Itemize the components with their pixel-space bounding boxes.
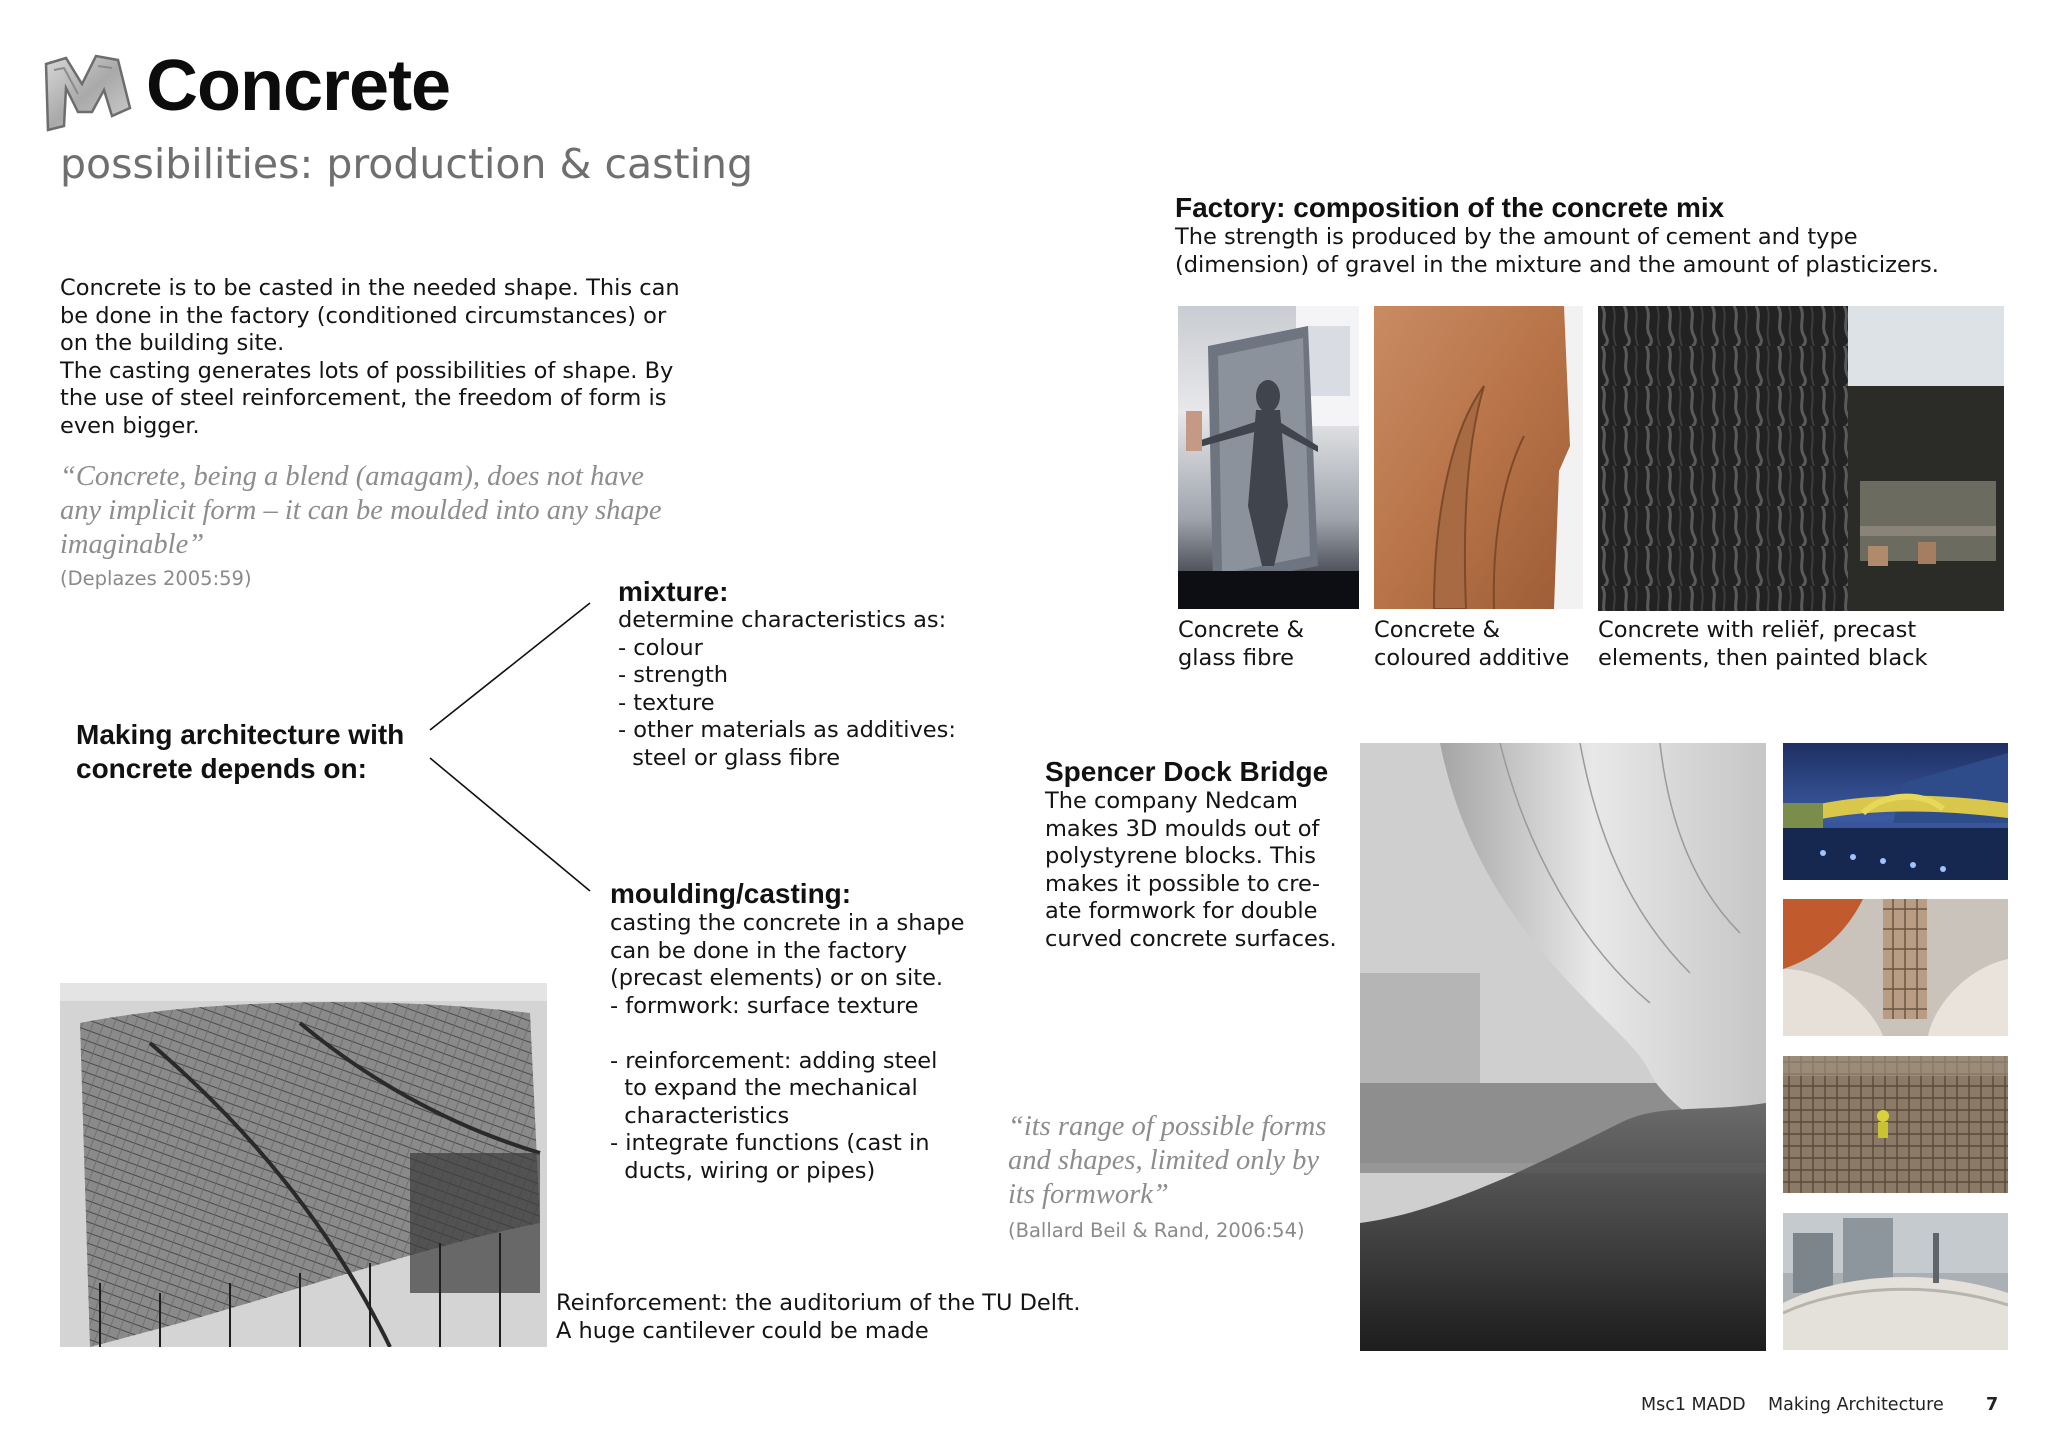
moulding-list: casting the concrete in a shape can be done in the factory (precast elements) or on site. - formwork: surface texture - reinforcement: adding steel to expand the mechanical characteristics - integrate functions (cast in ducts, wiring or pipes) [610,910,965,1184]
diagram-root-label: Making architecture with concrete depends on: [76,719,405,784]
spencer-text: The company Nedcam makes 3D moulds out of polystyrene blocks. This makes it possible to cre- ate formwork for double curved concrete surfaces. [1045,788,1337,952]
reinforcement-caption: Reinforcement: the auditorium of the TU Delft. A huge cantilever could be made [556,1290,1081,1344]
spencer-dock-bridge-photo [1360,743,1766,1351]
deplazes-quote: “Concrete, being a blend (amagam), does not have any implicit form – it can be moulded into any shape imaginable” [60,461,662,560]
page-title: Concrete [146,46,451,126]
ballard-quote: “its range of possible forms and shapes, limited only by its formwork” [1008,1111,1327,1210]
caption-relief-precast: Concrete with reliëf, precast elements, then painted black [1598,617,1928,671]
mould-cylinder-photo [1783,899,2008,1036]
footer-page-number: 7 [1986,1395,1999,1415]
factory-heading: Factory: composition of the concrete mix [1175,192,1725,223]
moulding-heading: moulding/casting: [610,878,852,909]
spencer-heading: Spencer Dock Bridge [1045,756,1329,787]
ballard-citation: (Ballard Beil & Rand, 2006:54) [1008,1219,1305,1242]
relief-precast-photo [1598,306,2004,611]
coloured-additive-photo [1374,306,1583,609]
diagram-connector-lines [425,595,595,895]
bridge-render-photo [1783,743,2008,880]
tu-delft-auditorium-photo [60,983,547,1347]
mixture-heading: mixture: [618,576,729,607]
footer-course: Msc1 MADD [1641,1395,1746,1415]
bridge-construction-photo [1783,1213,2008,1350]
caption-glass-fibre: Concrete & glass fibre [1178,617,1305,671]
intro-paragraph: Concrete is to be casted in the needed shape. This can be done in the factory (conditioned circumstances) or on the building site. The casting generates lots of possibilities of shape. By the use of steel reinforcement, the freedom of form is even bigger. [60,275,680,439]
footer-subject: Making Architecture [1768,1395,1944,1415]
page-subtitle: possibilities: production & casting [60,140,754,188]
caption-coloured-additive: Concrete & coloured additive [1374,617,1570,671]
factory-text: The strength is produced by the amount of cement and type (dimension) of gravel in the mixture and the amount of plasticizers. [1175,224,1939,278]
deplazes-citation: (Deplazes 2005:59) [60,567,252,590]
glass-fibre-panel-photo [1178,306,1359,609]
madd-logo-icon [42,54,134,132]
rebar-mesh-photo [1783,1056,2008,1193]
mixture-list: determine characteristics as: - colour - strength - texture - other materials as additives: steel or glass fibre [618,607,956,771]
